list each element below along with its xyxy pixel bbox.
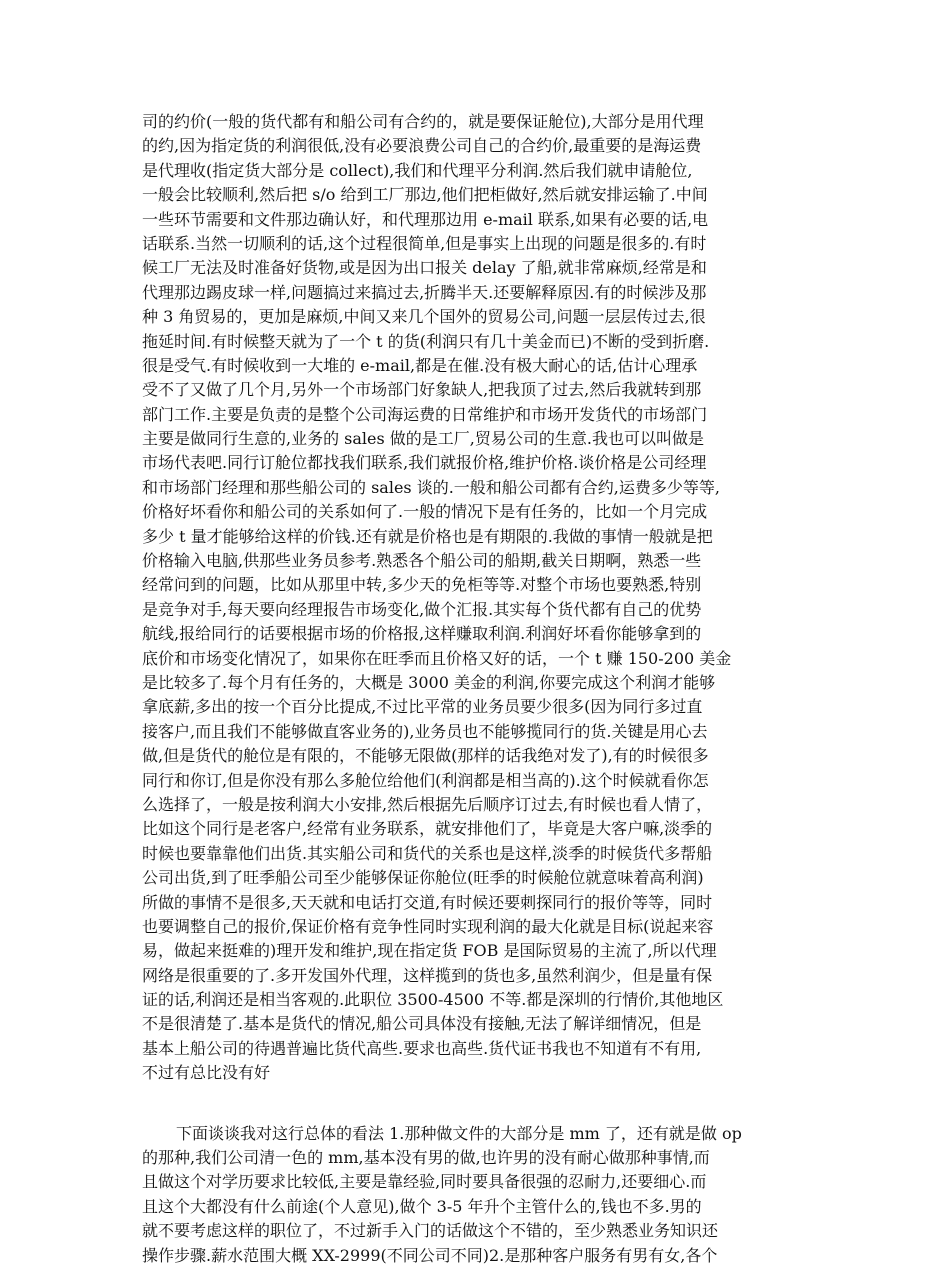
text-line: 经常问到的问题，比如从那里中转,多少天的免柜等等.对整个市场也要熟悉,特别 xyxy=(142,575,702,595)
text-line: 价格好坏看你和船公司的关系如何了.一般的情况下是有任务的，比如一个月完成 xyxy=(142,502,708,522)
text-line: 主要是做同行生意的,业务的 sales 做的是工厂,贸易公司的生意.我也可以叫做是 xyxy=(142,429,704,449)
text-line: 市场代表吧.同行订舱位都找我们联系,我们就报价格,维护价格.谈价格是公司经理 xyxy=(142,453,707,473)
text-line: 易，做起来挺难的)理开发和维护,现在指定货 FOB 是国际贸易的主流了,所以代理 xyxy=(142,941,717,961)
text-line: 是竞争对手,每天要向经理报告市场变化,做个汇报.其实每个货代都有自己的优势 xyxy=(142,599,702,619)
text-line: 话联系.当然一切顺利的话,这个过程很简单,但是事实上出现的问题是很多的.有时 xyxy=(142,233,707,253)
text-line: 不过有总比没有好 xyxy=(142,1063,271,1083)
text-line: 司的约价(一般的货代都有和船公司有合约的，就是要保证舱位),大部分是用代理 xyxy=(142,112,704,131)
text-line: 拖延时间.有时候整天就为了一个 t 的货(利润只有几十美金而已)不断的受到折磨. xyxy=(142,331,710,351)
text-line: 且做这个对学历要求比较低,主要是靠经验,同时要具备很强的忍耐力,还要细心.而 xyxy=(142,1172,707,1192)
text-line: 多少 t 量才能够给这样的价钱.还有就是价格也是有期限的.我做的事情一般就是把 xyxy=(142,526,713,546)
text-line: 操作步骤.薪水范围大概 XX-2999(不同公司不同)2.是那种客户服务有男有女,各个 xyxy=(142,1245,718,1265)
text-line: 一些环节需要和文件那边确认好，和代理那边用 e-mail 联系,如果有必要的话,电 xyxy=(142,209,709,229)
text-line: 拿底薪,多出的按一个百分比提成,不过比平常的业务员要少很多(因为同行多过直 xyxy=(142,697,703,717)
text-line: 是代理收(指定货大部分是 collect),我们和代理平分利润.然后我们就申请舱位, xyxy=(142,160,693,180)
paragraph-gap xyxy=(142,1086,812,1122)
text-line: 是比较多了.每个月有任务的，大概是 3000 美金的利润,你要完成这个利润才能够 xyxy=(142,672,716,692)
text-line: 很是受气.有时候收到一大堆的 e-mail,都是在催.没有极大耐心的话,估计心理承 xyxy=(142,355,698,375)
text-line: 候工厂无法及时准备好货物,或是因为出口报关 delay 了船,就非常麻烦,经常是和 xyxy=(142,258,707,278)
text-line: 基本上船公司的待遇普遍比货代高些.要求也高些.货代证书我也不知道有不有用, xyxy=(142,1038,702,1058)
paragraph-1 xyxy=(142,110,812,1086)
text-line: 价格输入电脑,供那些业务员参考.熟悉各个船公司的船期,截关日期啊，熟悉一些 xyxy=(142,551,702,571)
text-line: 航线,报给同行的话要根据市场的价格报,这样赚取利润.利润好坏看你能够拿到的 xyxy=(142,624,702,644)
text-line: 的那种,我们公司清一色的 mm,基本没有男的做,也许男的没有耐心做那种事情,而 xyxy=(142,1148,710,1168)
document-body xyxy=(142,110,812,1268)
text-line: 证的话,利润还是相当客观的.此职位 3500-4500 不等.都是深圳的行情价,其他地区 xyxy=(142,990,724,1010)
text-line: 一般会比较顺利,然后把 s/o 给到工厂那边,他们把柜做好,然后就安排运输了.中间 xyxy=(142,185,708,205)
text-line: 下面谈谈我对这行总体的看法 1.那种做文件的大部分是 mm 了，还有就是做 op xyxy=(176,1123,742,1143)
text-line: 网络是很重要的了.多开发国外代理，这样揽到的货也多,虽然利润少，但是量有保 xyxy=(142,965,713,985)
text-line: 且这个大都没有什么前途(个人意见),做个 3-5 年升个主管什么的,钱也不多.男的 xyxy=(142,1196,702,1216)
text-line: 所做的事情不是很多,天天就和电话打交道,有时候还要刺探同行的报价等等，同时 xyxy=(142,892,713,912)
text-line: 代理那边踢皮球一样,问题搞过来搞过去,折腾半天.还要解释原因.有的时候涉及那 xyxy=(142,282,707,302)
text-line: 部门工作.主要是负责的是整个公司海运费的日常维护和市场开发货代的市场部门 xyxy=(142,404,708,424)
text-line: 么选择了，一般是按利润大小安排,然后根据先后顺序订过去,有时候也看人情了， xyxy=(142,794,713,814)
text-line: 公司出货,到了旺季船公司至少能够保证你舱位(旺季的时候舱位就意味着高利润) xyxy=(142,868,704,888)
text-line: 和市场部门经理和那些船公司的 sales 谈的.一般和船公司都有合约,运费多少等等, xyxy=(142,477,720,497)
text-line: 也要调整自己的报价,保证价格有竞争性同时实现利润的最大化就是目标(说起来容 xyxy=(142,916,714,936)
text-line: 受不了又做了几个月,另外一个市场部门好象缺人,把我顶了过去,然后我就转到那 xyxy=(142,380,702,400)
text-line: 时候也要靠靠他们出货.其实船公司和货代的关系也是这样,淡季的时候货代多帮船 xyxy=(142,843,713,863)
text-line: 同行和你订,但是你没有那么多舱位给他们(利润都是相当高的).这个时候就看你怎 xyxy=(142,770,709,790)
text-line: 底价和市场变化情况了，如果你在旺季而且价格又好的话，一个 t 赚 150-200 美金 xyxy=(142,648,732,668)
text-line: 就不要考虑这样的职位了，不过新手入门的话做这个不错的，至少熟悉业务知识还 xyxy=(142,1221,719,1241)
paragraph-2 xyxy=(142,1122,812,1268)
text-line: 的约,因为指定货的利润很低,没有必要浪费公司自己的合约价,最重要的是海运费 xyxy=(142,136,702,156)
text-line: 做,但是货代的舱位是有限的，不能够无限做(那样的话我绝对发了),有的时候很多 xyxy=(142,746,709,766)
text-line: 比如这个同行是老客户,经常有业务联系，就安排他们了，毕竟是大客户嘛,淡季的 xyxy=(142,819,713,839)
text-line: 不是很清楚了.基本是货代的情况,船公司具体没有接触,无法了解详细情况，但是 xyxy=(142,1014,702,1034)
text-line: 接客户,而且我们不能够做直客业务的),业务员也不能够揽同行的货.关键是用心去 xyxy=(142,721,708,741)
text-line: 种 3 角贸易的，更加是麻烦,中间又来几个国外的贸易公司,问题一层层传过去,很 xyxy=(142,307,706,327)
